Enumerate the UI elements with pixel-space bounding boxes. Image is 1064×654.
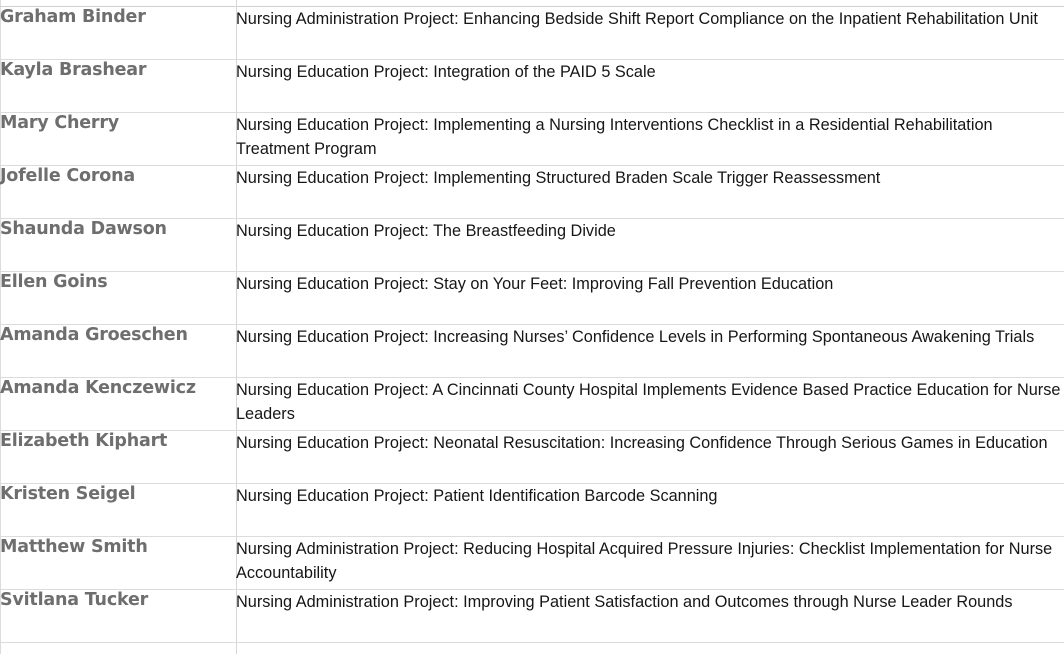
project-title: Nursing Education Project: Implementing Structured Braden Scale Trigger Reassessment <box>236 165 1064 218</box>
table-row <box>0 271 1064 324</box>
project-title: Nursing Education Project: Neonatal Resuscitation: Increasing Confidence Through Serious Games in Education <box>236 430 1064 483</box>
table-row <box>0 7 1064 59</box>
project-title: Nursing Administration Project: Improving Patient Satisfaction and Outcomes through Nurse Leader Rounds <box>236 589 1064 642</box>
table-row <box>0 165 1064 218</box>
project-title: Nursing Education Project: Increasing Nurses’ Confidence Levels in Performing Spontaneous Awakening Trials <box>236 324 1064 377</box>
student-name: Elizabeth Kiphart <box>0 430 236 483</box>
project-title: Nursing Education Project: Implementing a Nursing Interventions Checklist in a Residential Rehabilitation Treatment Program <box>236 112 1064 165</box>
student-name: Matthew Smith <box>0 536 236 589</box>
student-name: Kayla Brashear <box>0 59 236 112</box>
student-name: Amanda Groeschen <box>0 324 236 377</box>
student-name: Shaunda Dawson <box>0 218 236 271</box>
student-name: Jofelle Corona <box>0 165 236 218</box>
project-title: Nursing Education Project: Integration of the PAID 5 Scale <box>236 59 1064 112</box>
student-name: Mary Cherry <box>0 112 236 165</box>
student-name: Graham Binder <box>0 7 236 59</box>
project-title: Nursing Administration Project: Enhancing Bedside Shift Report Compliance on the Inpatient Rehabilitation Unit <box>236 7 1064 59</box>
student-name: Kristen Seigel <box>0 483 236 536</box>
table-row <box>0 59 1064 112</box>
projects-table <box>0 7 1064 643</box>
table-row <box>0 483 1064 536</box>
project-title: Nursing Administration Project: Reducing Hospital Acquired Pressure Injuries: Checklist Implementation for Nurse Accountability <box>236 536 1064 589</box>
project-title: Nursing Education Project: The Breastfeeding Divide <box>236 218 1064 271</box>
student-name: Ellen Goins <box>0 271 236 324</box>
table-row <box>0 218 1064 271</box>
table-row <box>0 377 1064 430</box>
table-row <box>0 324 1064 377</box>
table-row <box>0 430 1064 483</box>
table-row <box>0 536 1064 589</box>
student-name: Amanda Kenczewicz <box>0 377 236 430</box>
project-title: Nursing Education Project: Stay on Your Feet: Improving Fall Prevention Education <box>236 271 1064 324</box>
project-title: Nursing Education Project: Patient Identification Barcode Scanning <box>236 483 1064 536</box>
table-row <box>0 589 1064 642</box>
table-row <box>0 112 1064 165</box>
student-name: Svitlana Tucker <box>0 589 236 642</box>
project-title: Nursing Education Project: A Cincinnati County Hospital Implements Evidence Based Practice Education for Nurse Leaders <box>236 377 1064 430</box>
